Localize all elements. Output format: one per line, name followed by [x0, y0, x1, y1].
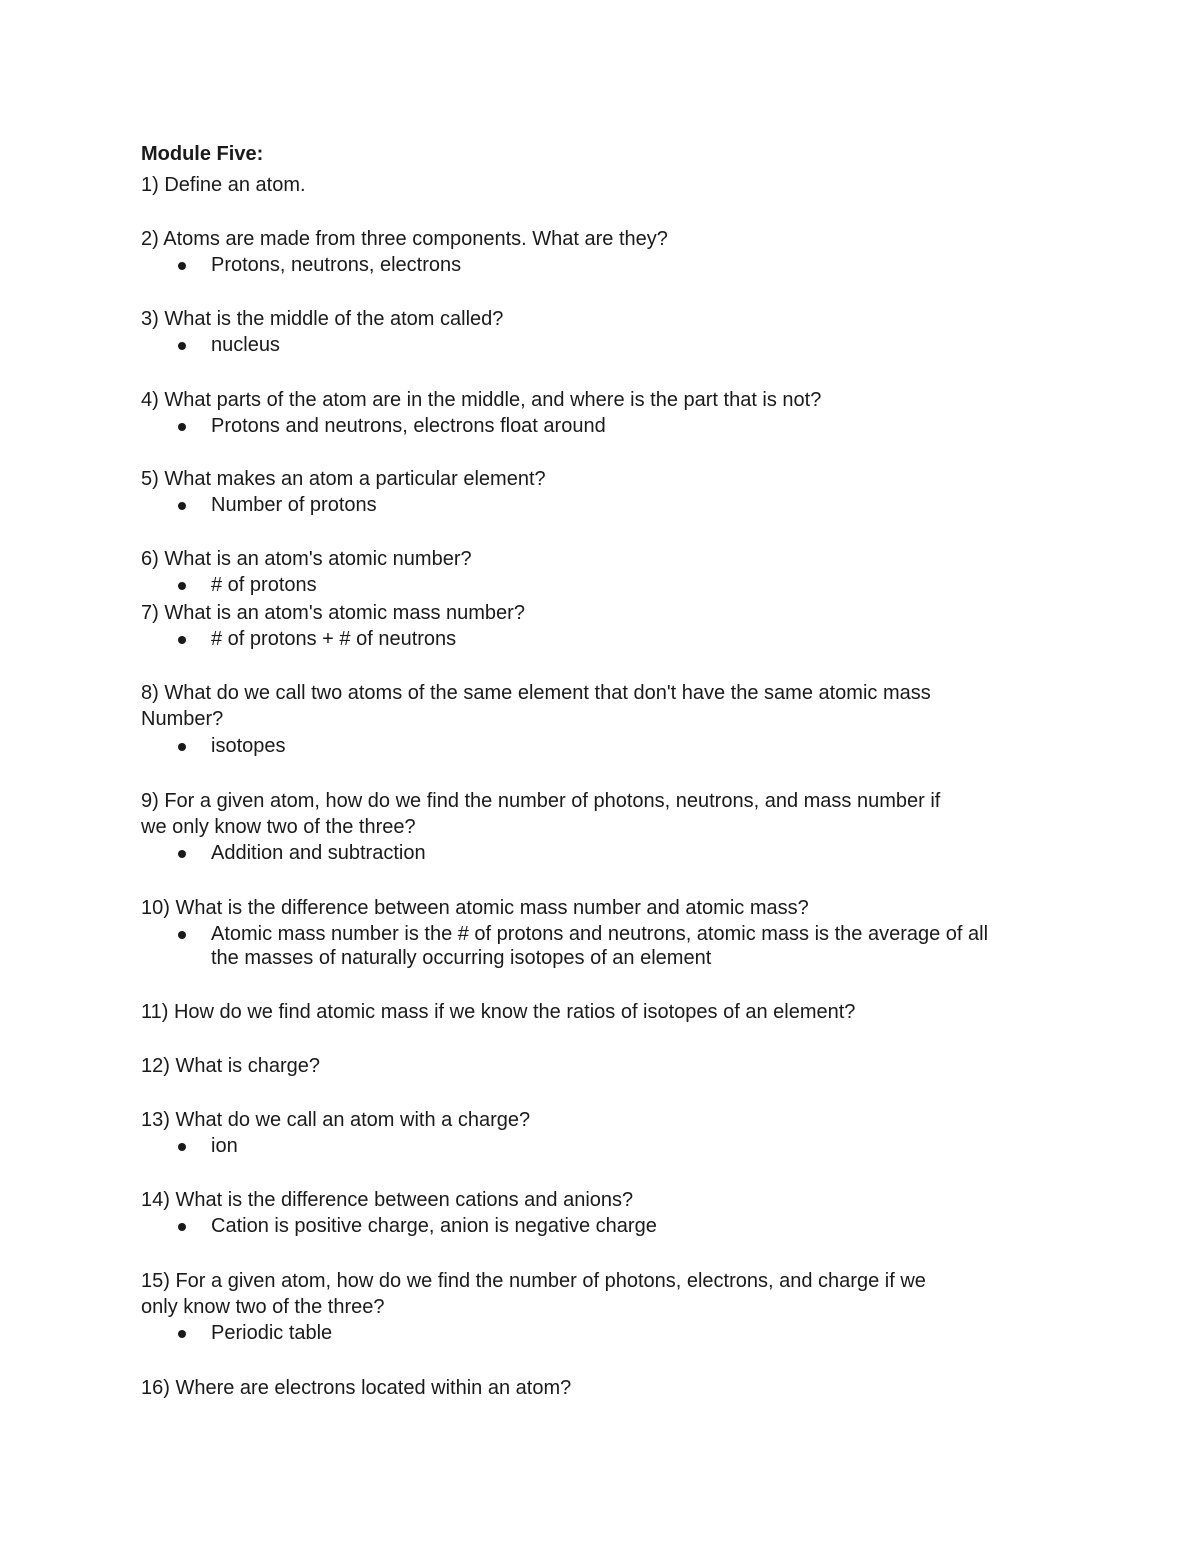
- bullet-icon: [178, 423, 186, 431]
- question-8-line-1: 8) What do we call two atoms of the same element that don't have the same atomic mass: [141, 682, 931, 704]
- question-11: 11) How do we find atomic mass if we know the ratios of isotopes of an element?: [141, 1001, 856, 1023]
- answer-4: Protons and neutrons, electrons float around: [211, 415, 606, 437]
- answer-15: Periodic table: [211, 1322, 333, 1344]
- bullet-icon: [178, 850, 186, 858]
- question-12: 12) What is charge?: [141, 1055, 320, 1077]
- bullet-icon: [178, 1223, 186, 1231]
- question-2: 2) Atoms are made from three components. What are they?: [141, 228, 668, 250]
- answer-3: nucleus: [211, 334, 280, 356]
- bullet-icon: [178, 931, 186, 939]
- answer-13: ion: [211, 1135, 238, 1157]
- answer-9: Addition and subtraction: [211, 842, 426, 864]
- answer-10-line-1: Atomic mass number is the # of protons and neutrons, atomic mass is the average of all: [211, 923, 989, 945]
- question-14: 14) What is the difference between cations and anions?: [141, 1189, 634, 1211]
- question-9-line-1: 9) For a given atom, how do we find the number of photons, neutrons, and mass number if: [141, 790, 941, 812]
- question-15-line-2: only know two of the three?: [141, 1296, 385, 1318]
- answer-5: Number of protons: [211, 494, 377, 516]
- question-3: 3) What is the middle of the atom called?: [141, 308, 504, 330]
- answer-10-line-2: the masses of naturally occurring isotopes of an element: [211, 947, 712, 969]
- question-4: 4) What parts of the atom are in the middle, and where is the part that is not?: [141, 389, 822, 411]
- question-1: 1) Define an atom.: [141, 174, 306, 196]
- question-16: 16) Where are electrons located within an atom?: [141, 1377, 572, 1399]
- answer-6: # of protons: [211, 574, 317, 596]
- module-title: Module Five:: [141, 143, 264, 165]
- bullet-icon: [178, 1143, 186, 1151]
- answer-2: Protons, neutrons, electrons: [211, 254, 462, 276]
- bullet-icon: [178, 502, 186, 510]
- question-15-line-1: 15) For a given atom, how do we find the number of photons, electrons, and charge if we: [141, 1270, 926, 1292]
- bullet-icon: [178, 1330, 186, 1338]
- question-13: 13) What do we call an atom with a charge?: [141, 1109, 531, 1131]
- bullet-icon: [178, 262, 186, 270]
- question-7: 7) What is an atom's atomic mass number?: [141, 602, 525, 624]
- bullet-icon: [178, 342, 186, 350]
- question-8-line-2: Number?: [141, 708, 224, 730]
- answer-8: isotopes: [211, 735, 286, 757]
- bullet-icon: [178, 636, 186, 644]
- bullet-icon: [178, 582, 186, 590]
- question-5: 5) What makes an atom a particular element?: [141, 468, 546, 490]
- question-9-line-2: we only know two of the three?: [141, 816, 416, 838]
- question-10: 10) What is the difference between atomic mass number and atomic mass?: [141, 897, 809, 919]
- question-6: 6) What is an atom's atomic number?: [141, 548, 472, 570]
- answer-7: # of protons + # of neutrons: [211, 628, 457, 650]
- answer-14: Cation is positive charge, anion is negative charge: [211, 1215, 657, 1237]
- bullet-icon: [178, 743, 186, 751]
